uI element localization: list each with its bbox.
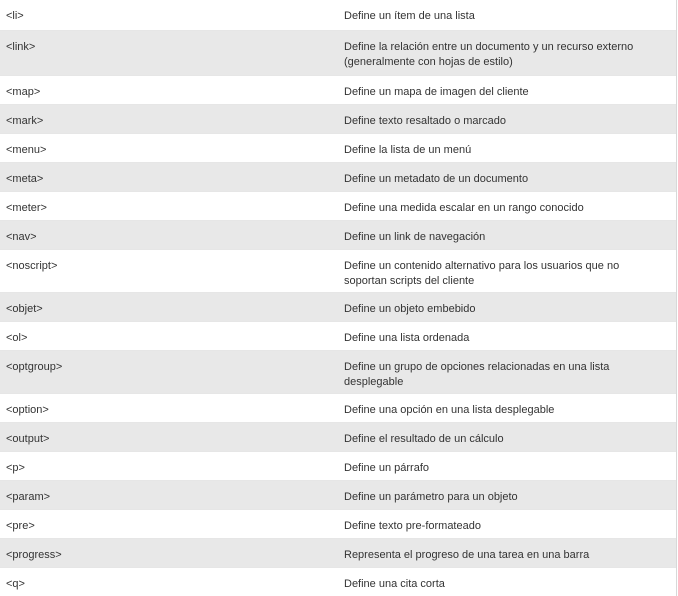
table-row [0, 162, 676, 191]
tag-description: Define un grupo de opciones relacionadas en una lista desplegable [344, 361, 610, 388]
tag-description: Define un objeto embebido [344, 303, 476, 315]
tag-name: <ol> [6, 332, 28, 344]
tag-description: Define una medida escalar en un rango conocido [344, 202, 584, 214]
tag-name: <map> [6, 86, 41, 98]
table-row [0, 0, 676, 30]
tag-name: <q> [6, 578, 25, 590]
tag-name: <optgroup> [6, 361, 63, 373]
table-row [0, 451, 676, 480]
tag-name: <mark> [6, 115, 44, 127]
table-row [0, 249, 676, 292]
tag-name: <objet> [6, 303, 43, 315]
table-row [0, 422, 676, 451]
tag-name: <nav> [6, 231, 37, 243]
tag-name: <p> [6, 462, 25, 474]
tag-name: <meter> [6, 202, 47, 214]
table-row [0, 191, 676, 220]
tag-description: Define la relación entre un documento y un recurso externo (generalmente con hojas de estilo) [344, 41, 634, 68]
tag-description: Representa el progreso de una tarea en una barra [344, 549, 590, 561]
tag-description: Define un mapa de imagen del cliente [344, 86, 529, 98]
tag-name: <meta> [6, 173, 44, 185]
tag-description: Define un metadato de un documento [344, 173, 529, 185]
tag-name: <option> [6, 404, 49, 416]
tag-description: Define el resultado de un cálculo [344, 433, 504, 445]
table-row [0, 292, 676, 321]
table-row [0, 393, 676, 422]
table-row [0, 567, 676, 596]
table-row [0, 350, 676, 393]
table-row [0, 220, 676, 249]
tag-description: Define texto pre-formateado [344, 520, 481, 532]
tag-name: <param> [6, 491, 51, 503]
tag-description: Define un parámetro para un objeto [344, 491, 518, 503]
tag-description: Define una opción en una lista desplegable [344, 404, 555, 416]
tag-description: Define un contenido alternativo para los usuarios que no soportan scripts del cliente [344, 260, 620, 287]
table-row [0, 321, 676, 350]
tag-description: Define texto resaltado o marcado [344, 115, 507, 127]
tag-name: <menu> [6, 144, 47, 156]
tag-description: Define un ítem de una lista [344, 10, 475, 22]
tag-name: <link> [6, 41, 36, 53]
table-row [0, 480, 676, 509]
tag-description: Define la lista de un menú [344, 144, 472, 156]
tag-description: Define un link de navegación [344, 231, 486, 243]
tag-name: <progress> [6, 549, 62, 561]
tag-description: Define una cita corta [344, 578, 445, 590]
tag-name: <output> [6, 433, 50, 445]
table-row [0, 104, 676, 133]
tag-name: <pre> [6, 520, 35, 532]
table-row [0, 30, 676, 75]
table-row [0, 538, 676, 567]
tag-name: <li> [6, 10, 24, 22]
table-row [0, 75, 676, 104]
tag-description: Define un párrafo [344, 462, 429, 474]
table-row [0, 133, 676, 162]
tag-name: <noscript> [6, 260, 58, 272]
table-row [0, 509, 676, 538]
tag-description: Define una lista ordenada [344, 332, 470, 344]
